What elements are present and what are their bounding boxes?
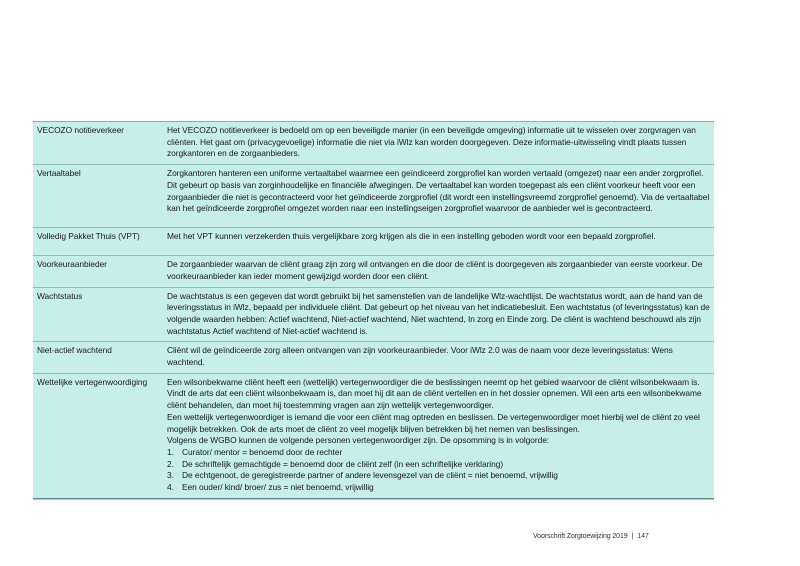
list-number: 2. <box>167 458 174 469</box>
footer-document-title: Voorschrift Zorgtoewijzing 2019 <box>533 533 628 540</box>
definition-paragraph: Cliënt wil de geïndiceerde zorg alleen ontvangen van zijn voorkeuraanbieder. Voor iWlz 2.0 was de naam voor deze leveringsstatus: Wens wachtend. <box>167 345 673 368</box>
definition-paragraph: Volgens de WGBO kunnen de volgende personen vertegenwoordiger zijn. De opsomming is in volgorde: <box>167 435 550 446</box>
representatives-list <box>167 447 710 494</box>
table-row <box>33 287 714 342</box>
definition-paragraph: Het VECOZO notitieverkeer is bedoeld om op een beveiligde manier (in een beveiligde omgeving) informatie uit te wisselen over zorgvragen van cliënten. Het gaat om (privacygevoelige) informatie die niet via iWlz kan worden doorgegeven. Deze informatie-uitwisseling vindt plaats tussen zorgkantoren en de zorgaanbieders. <box>167 125 696 159</box>
term-cell: Volledig Pakket Thuis (VPT) <box>37 231 140 242</box>
definition-cell <box>163 287 714 342</box>
table-row <box>33 165 714 228</box>
glossary-table <box>33 121 714 498</box>
term-cell: Wettelijke vertegenwoordiging <box>37 376 148 387</box>
definition-paragraph: Een wettelijk vertegenwoordiger is iemand die voor een cliënt mag optreden en beslissen. De vertegenwoordiger moet hierbij wel de cliënt zo veel mogelijk betrekken. Ook de arts moet de cliënt zo veel mogelijk blijven betrekken bij het nemen van beslissingen. <box>167 411 700 434</box>
term-cell: VECOZO notitieverkeer <box>37 125 124 135</box>
definition-paragraph: Een wilsonbekwame cliënt heeft een (wettelijk) vertegenwoordiger die de beslissingen neemt op het gebied waarvoor de cliënt wilsonbekwaam is. Vindt de arts dat een cliënt wilsonbekwaam is, dan moet hij dit aan de cliënt vertellen en in het dossier opnemen. Wil een arts een wilsonbekwame cliënt behandelen, dan moet hij toestemming vragen aan zijn wettelijk vertegenwoordiger. <box>167 376 702 411</box>
list-item <box>167 447 710 459</box>
list-text: De schriftelijk gemachtigde = benoemd door de cliënt zelf (in een schriftelijke verklaring) <box>182 458 504 469</box>
list-number: 3. <box>167 470 174 481</box>
table-row <box>33 228 714 256</box>
list-item <box>167 482 710 494</box>
list-item <box>167 470 710 482</box>
table-row <box>33 373 714 498</box>
term-cell: Vertaaltabel <box>37 168 81 179</box>
table-row <box>33 256 714 287</box>
footer-separator: | <box>631 533 634 540</box>
term-cell: Wachtstatus <box>37 290 83 301</box>
list-text: Een ouder/ kind/ broer/ zus = niet benoemd, vrijwillig <box>182 482 374 493</box>
definition-cell <box>163 165 714 228</box>
list-text: De echtgenoot, de geregistreerde partner of andere levensgezel van de cliënt = niet benoemd, vrijwillig <box>182 470 558 481</box>
list-number: 4. <box>167 482 174 493</box>
table-row <box>33 122 714 165</box>
list-number: 1. <box>167 446 174 457</box>
definition-cell <box>163 256 714 287</box>
page-footer <box>533 533 649 540</box>
definition-cell <box>163 228 714 256</box>
table-row <box>33 342 714 373</box>
definition-cell <box>163 373 714 498</box>
definition-paragraph: Met het VPT kunnen verzekerden thuis vergelijkbare zorg krijgen als die in een instelling geboden wordt voor een bepaald zorgprofiel. <box>167 231 656 242</box>
page-number: 147 <box>637 533 649 540</box>
definition-cell <box>163 342 714 373</box>
definition-paragraph: De wachtstatus is een gegeven dat wordt gebruikt bij het samenstellen van de landelijke Wlz-wachtlijst. De wachtstatus wordt, aan de hand van de leveringsstatus in iWlz, bepaald per individuele cliënt. Dat gebeurt op het niveau van het indicatiebesluit. Een wachtstatus (of leveringsstatus) kan de volgende waarden hebben: Actief wachtend, Niet-actief wachtend, Niet wachtend, In zorg en Einde zorg. De cliënt is wachtend beschouwd als zijn wachtstatus Actief wachtend of Niet-actief wachtend is. <box>167 290 710 336</box>
list-item <box>167 459 710 471</box>
definition-paragraph: De zorgaanbieder waarvan de cliënt graag zijn zorg wil ontvangen en die door de cliënt is doorgegeven als zorgaanbieder van eerste voorkeur. De voorkeuraanbieder kan ieder moment gewijzigd worden door een cliënt. <box>167 259 703 281</box>
list-text: Curator/ mentor = benoemd door de rechter <box>182 446 343 457</box>
term-cell: Voorkeuraanbieder <box>37 259 107 270</box>
term-cell: Niet-actief wachtend <box>37 345 112 356</box>
definition-paragraph: Zorgkantoren hanteren een uniforme vertaaltabel waarmee een geïndiceerd zorgprofiel kan worden vertaald (omgezet) naar een ander zorgprofiel. Dit gebeurt op basis van zorginhoudelijke en financiële afwegingen. De vertaaltabel kan worden toegepast als een cliënt voorkeur heeft voor een zorgaanbieder die niet is gecontracteerd voor het geïndiceerde zorgprofiel (dit wordt een instellingsvreemd zorgprofiel genoemd). Via de vertaaltabel kan het geïndiceerde zorgprofiel omgezet worden naar een instellingseigen zorgprofiel waarvoor de aanbieder wel is gecontracteerd. <box>167 168 710 214</box>
definition-cell <box>163 122 714 165</box>
